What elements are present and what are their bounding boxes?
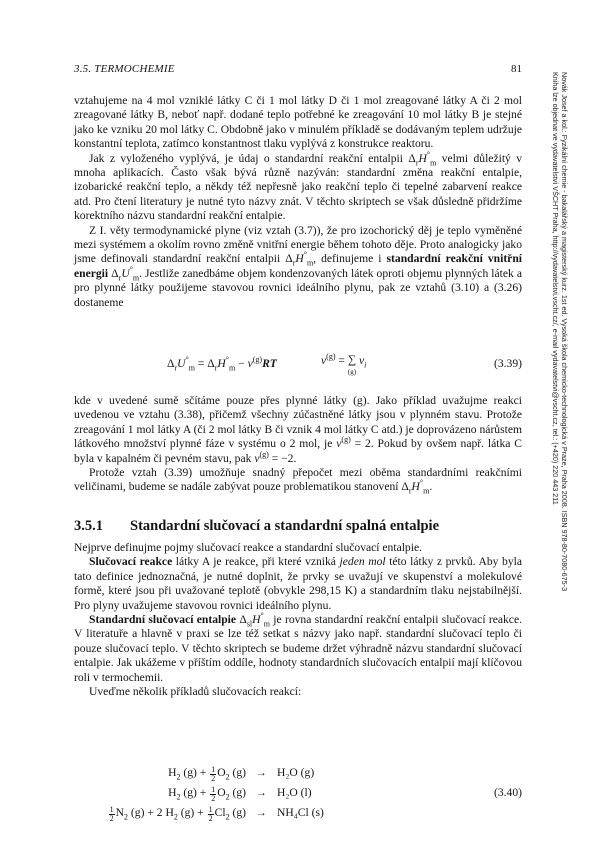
- formula: $\Delta_rU^\circ_m$: [111, 265, 140, 283]
- section-number: 3.5.1: [74, 518, 103, 534]
- text-block-2: [74, 394, 522, 495]
- formula: $\Delta_rH^\circ_m$: [408, 149, 437, 167]
- section-heading: [74, 518, 522, 535]
- sidebar-copyright-note: [551, 72, 569, 591]
- equation-number: (3.39): [493, 357, 522, 370]
- sidebar-citation: Novák Josef a kol.: Fyzikální chemie - bakalářský a magisterský kurz. 1st ed. Vysoká škola chemicko-technologická v Praze, Praha 2008. ISBN 978-80-7080-675-3: [560, 72, 569, 592]
- paragraph: Nejprve definujme pojmy slučovací reakce a standardní slučovací entalpie.: [74, 541, 422, 554]
- running-header: [74, 63, 522, 77]
- equation-number: (3.40): [493, 786, 522, 799]
- paragraph: kde v uvedené sumě sčítáme pouze přes plynné látky (g). Jako příklad uvažujme reakci uvedenou ve vztahu (3.38), přičemž všechny zúčastněné látky jsou v plynném stavu. Protože zreagování 1 mol látky A (či 2 mol látky B či vznik 4 mol látky C atd.) je doprovázeno nárůstem látkového množství plynné fáze v systému o 2 mol, je $\nu^{(g)} = 2$. Pokud by ovšem např. látka C byla v kapalném či pevném stavu, pak $\nu^{(g)} = -2$.: [74, 394, 522, 465]
- paragraph: Jak z vyloženého vyplývá, je údaj o standardní reakční entalpii $\Delta_rH^\circ_m$ velmi důležitý v mnoha aplikacích. Často však bývá různě nazýván: standardní změna reakční entalpie, izobarické reakční teplo, a někdy též nepřesně jako reakční teplo či tepelné zabarvení reakce atd. Pro čtení literatury je nutné tyto názvy znát. V těchto skriptech se však důsledně přidržíme korektního názvu standardní reakční entalpie.: [74, 149, 523, 223]
- equation-sum: $\nu^{(g)}$ = ∑ (g) $\nu_i$: [321, 352, 367, 376]
- formula: $\Delta_rH^\circ_m$: [285, 250, 314, 268]
- paragraph: vztahujeme na 4 mol vzniklé látky C či 1 mol látky D či 1 mol zreagované látky A či 2 mol zreagované látky B, neboť např. dodané teplo potřebné ke zreagování 10 mol látky B je stejné jako ke vzniku 20 mol látky C. Obdobně jako v minulém příkladě se dodávaným teplem udržuje konstantní teplota, zatímco konstantnost tlaku vyplývá z konstrukce reaktoru.: [74, 94, 522, 151]
- sidebar-ordering-info: Kniha lze objednat ve vydavatelství VŠCHT Praha, http://vydavatelstvi.vscht.cz/, e-mail vydavatelstvi@vscht.cz, tel.: (+420) 220 443 211: [551, 72, 560, 505]
- reaction-row: $H_2$ (g) + $\frac{1}{2}$ $O_2$ (g) → H₂O (l) (3.40): [168, 785, 522, 803]
- equation-3-39: [74, 354, 522, 386]
- reaction-row: $H_2$ (g) + $\frac{1}{2}$ $O_2$ (g) → H₂O (g): [168, 765, 315, 783]
- page-number: 81: [511, 63, 522, 75]
- text-block-3: [74, 541, 522, 699]
- paragraph: Slučovací reakce látky A je reakce, při které vzniká jeden mol této látky z prvků. Aby byla tato definice jednoznačná, je nutné doplnit, že prvky se uvažují ve skupenství a molekulové formě, které jsou při uvažované teplotě (obvykle 298,15 K) a standardním tlaku nejstabilnější. Pro plyny uvažujeme stavovou rovnici ideálního plynu.: [74, 555, 522, 612]
- text-block-1: [74, 94, 522, 310]
- section-title: Standardní slučovací a standardní spalná entalpie: [130, 518, 440, 534]
- paragraph: Z I. věty termodynamické plyne (viz vztah (3.7)), že pro izochorický děj je teplo vyměněné mezi systémem a okolím rovno změně vnitřní energie během tohoto děje. Proto analogicky jako jsme definovali standardní reakční entalpii $\Delta_rH^\circ_m$, definujeme i standardní reakční vnitřní energii $\Delta_rU^\circ_m$. Jestliže zanedbáme objem kondenzovaných látek oproti objemu plynných látek a pro plynné látky použijeme stavovou rovnici ideálního plynu, pak ze vztahů (3.10) a (3.26) dostaneme: [74, 223, 522, 309]
- equation-body: $\Delta_rU^\circ_m = \Delta_rH^\circ_m - \nu^{(g)}RT$: [167, 355, 277, 373]
- header-section-title: 3.5. TERMOCHEMIE: [74, 63, 175, 75]
- reaction-row: $\frac{1}{2}$ $N_2$ (g) + 2 $H_2$ (g) + $\frac{1}{2}$ $Cl_2$ (g) → NH₄Cl (s): [109, 805, 324, 823]
- paragraph: Uveďme několik příkladů slučovacích reakcí:: [89, 685, 302, 699]
- paragraph: Protože vztah (3.39) umožňuje snadný přepočet mezi oběma standardními reakčními veličinami, budeme se nadále zabývat pouze problematikou stanovení $\Delta_rH^\circ_m$.: [74, 466, 522, 496]
- paragraph: Standardní slučovací entalpie $\Delta_{sl}H^\circ_m$ je rovna standardní reakční entalpii slučovací reakce. V literatuře a hlavně v praxi se lze též setkat s názvy jako např. standardní slučovací teplo či pouze slučovací teplo. V těchto skriptech se budeme držet výhradně názvu standardní slučovací entalpie. Jak ukážeme v příštím oddíle, hodnoty standardních slučovacích entalpií mají klíčovou roli v termochemii.: [74, 611, 522, 684]
